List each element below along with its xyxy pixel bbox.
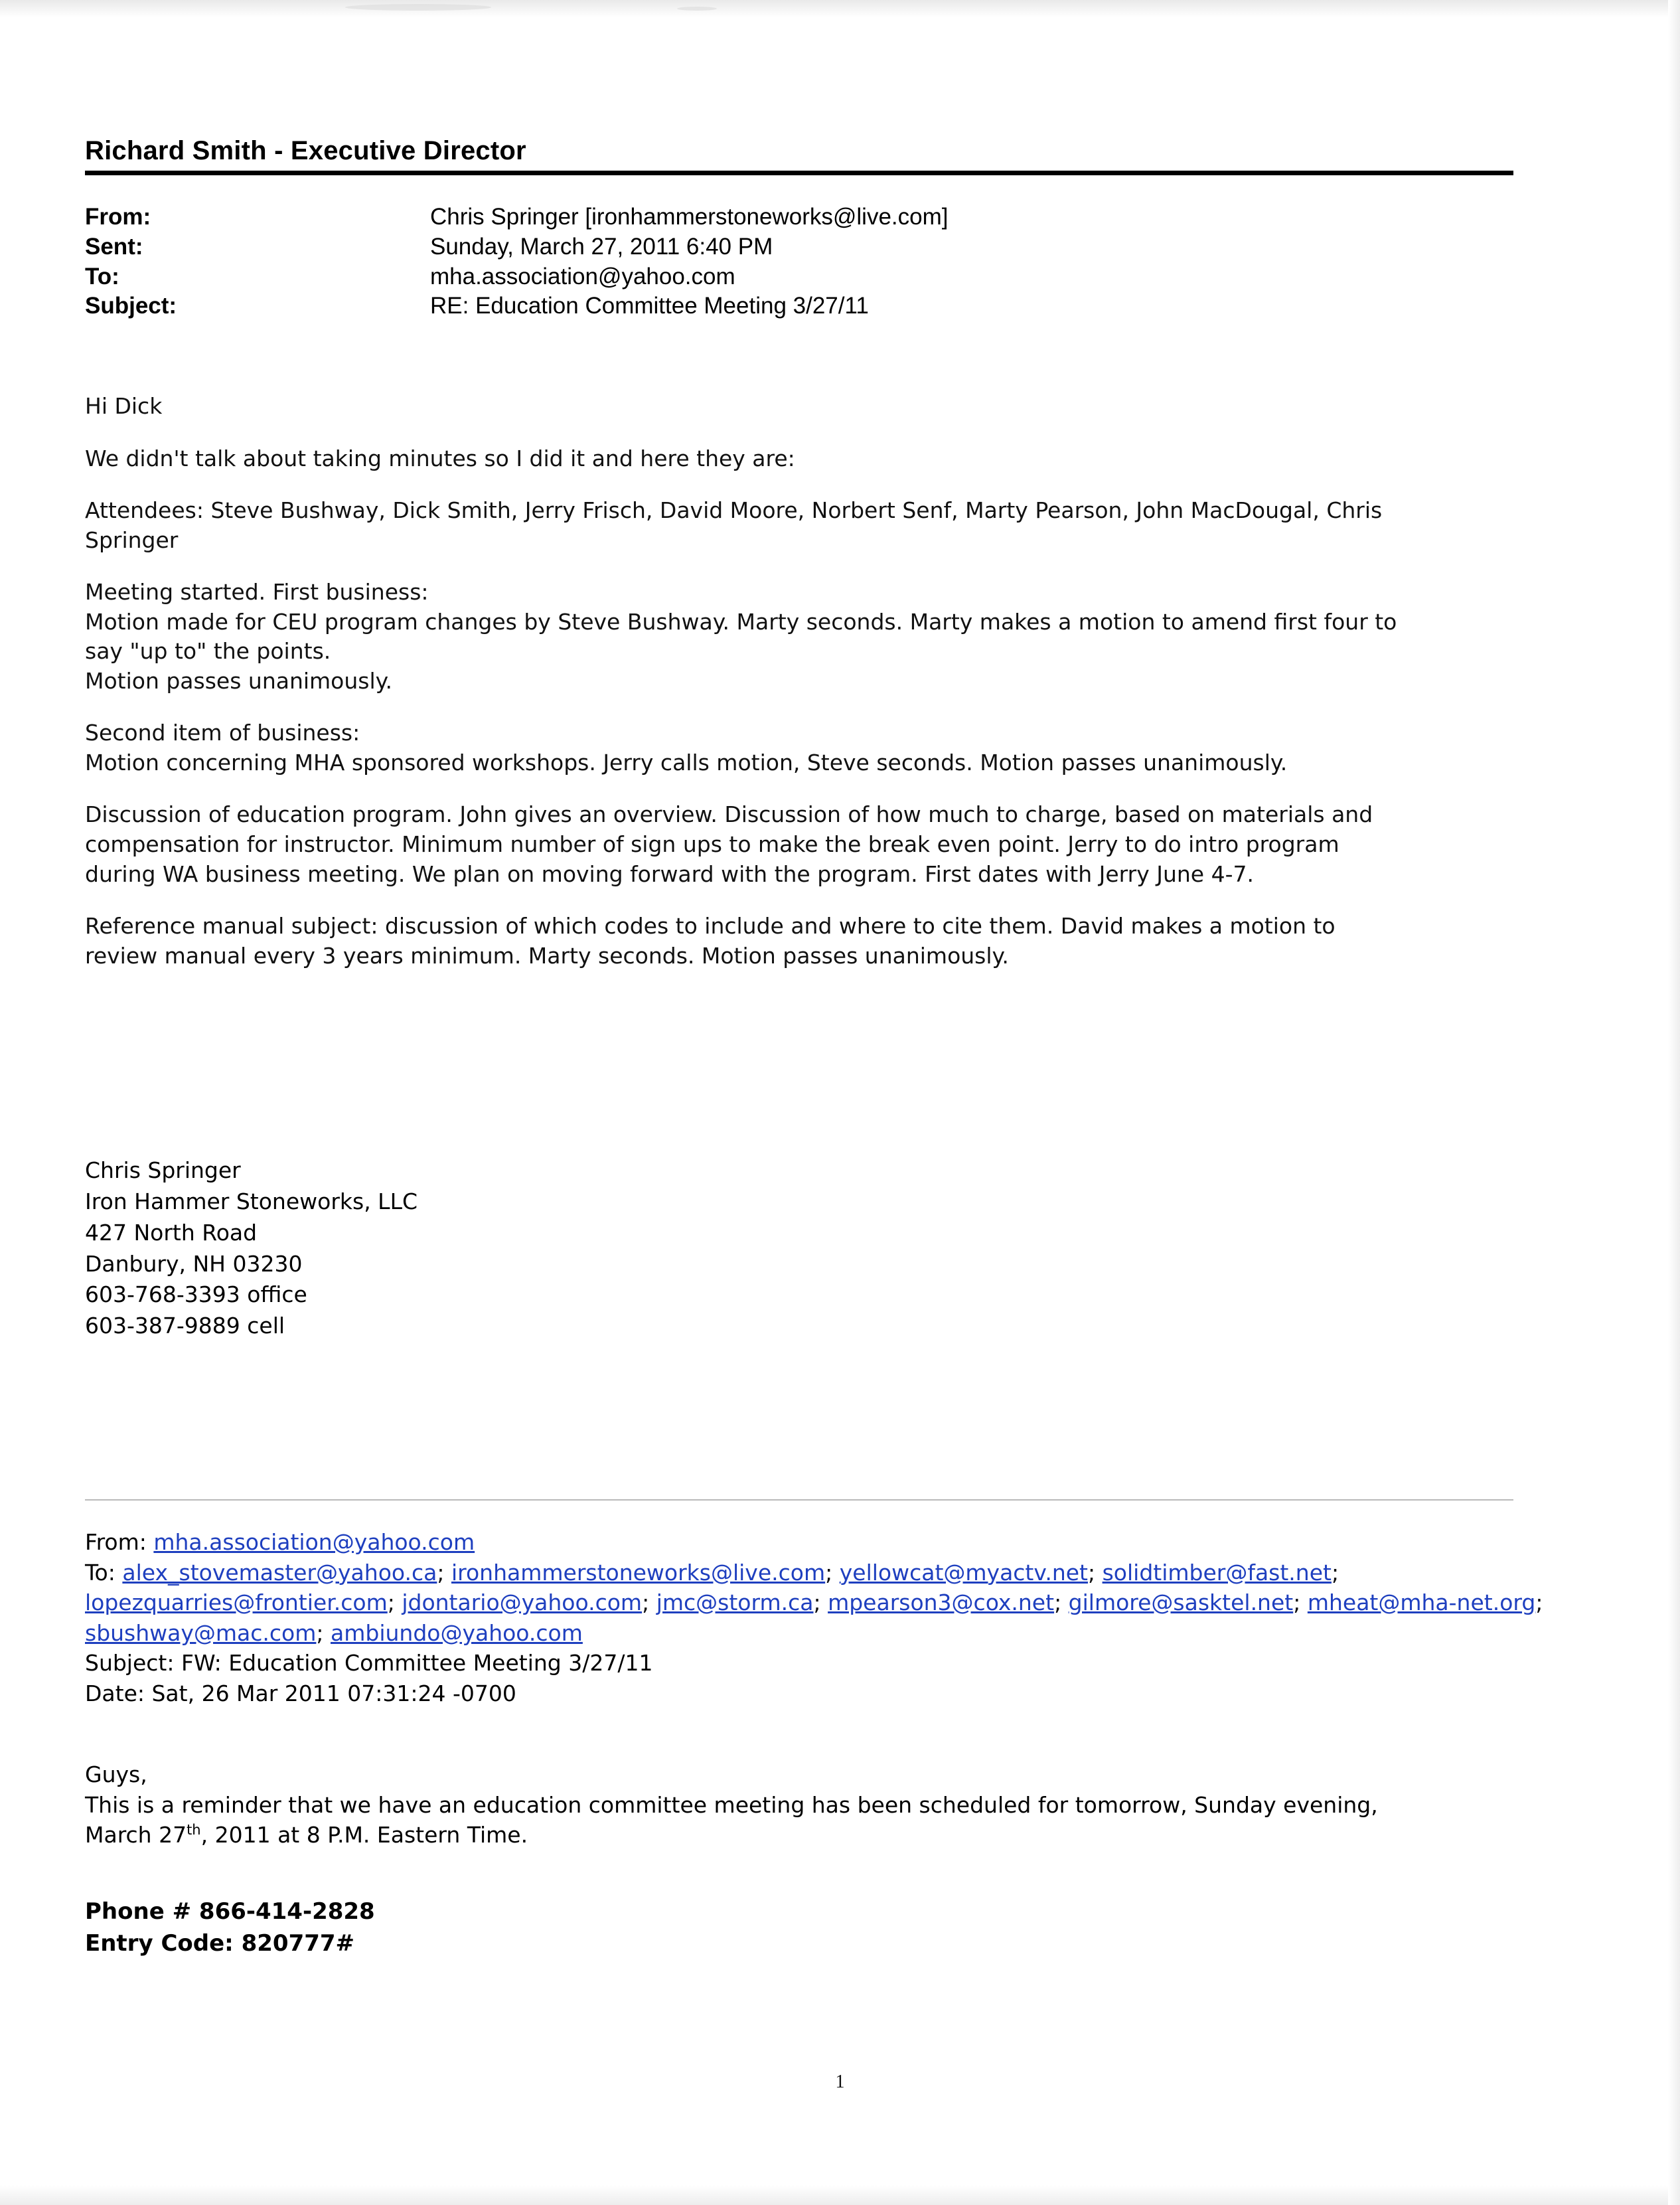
conference-call-details (85, 1896, 1014, 1960)
email-header-fields (85, 203, 1545, 321)
field-value-subject: RE: Education Committee Meeting 3/27/11 (430, 293, 869, 319)
quoted-body-date-ordinal: th (187, 1822, 201, 1838)
quoted-to-row: To: alex_stovemaster@yahoo.ca; ironhammerstoneworks@live.com; yellowcat@myactv.net; solidtimber@fast.net; lopezquarries@frontier.com; jdontario@yahoo.com; jmc@storm.ca; mpearson3@cox.net; gilmore@sasktel.net; mheat@mha-net.org; sbushway@mac.com; ambiundo@yahoo.com (85, 1559, 1543, 1646)
field-label-subject: Subject: (85, 293, 177, 319)
email-header-row-subject (85, 291, 1545, 321)
reference-line-2: review manual every 3 years minimum. Marty seconds. Motion passes unanimously. (85, 942, 1009, 969)
page-number: 1 (835, 2072, 845, 2092)
quoted-date-row: Date: Sat, 26 Mar 2011 07:31:24 -0700 (85, 1680, 516, 1706)
quoted-to-address-link-4[interactable]: solidtimber@fast.net (1102, 1559, 1332, 1586)
email-signature (85, 1155, 1147, 1342)
first-business-line-1: Motion made for CEU program changes by Steve Bushway. Marty seconds. Marty makes a motion to amend first four to (85, 608, 1397, 635)
header-rule (85, 171, 1513, 175)
email-body (85, 392, 1585, 993)
page-title: Richard Smith - Executive Director (85, 136, 526, 165)
body-first-business (85, 578, 1585, 696)
quoted-message-divider (85, 1499, 1513, 1501)
quoted-to-address-link-12[interactable]: ambiundo@yahoo.com (331, 1619, 583, 1646)
field-value-sent: Sunday, March 27, 2011 6:40 PM (430, 233, 773, 260)
quoted-subject-row: Subject: FW: Education Committee Meeting 3/27/11 (85, 1650, 653, 1676)
discussion-line-3: during WA business meeting. We plan on moving forward with the program. First dates with Jerry June 4-7. (85, 860, 1254, 887)
quoted-to-address-link-7[interactable]: jmc@storm.ca (656, 1590, 814, 1616)
attendees-line-2: Springer (85, 527, 179, 553)
quoted-to-address-link-11[interactable]: sbushway@mac.com (85, 1619, 317, 1646)
scan-artifact-top (0, 0, 1680, 17)
quoted-to-address-link-10[interactable]: mheat@mha-net.org (1307, 1590, 1536, 1616)
body-discussion (85, 800, 1585, 889)
discussion-line-2: compensation for instructor. Minimum number of sign ups to make the break even point. Jerry to do intro program (85, 831, 1339, 858)
scan-artifact-right (1668, 0, 1680, 2205)
field-value-to: mha.association@yahoo.com (430, 263, 735, 289)
quoted-body-greeting: Guys, (85, 1761, 147, 1787)
second-business-line-1: Motion concerning MHA sponsored workshops. Jerry calls motion, Steve seconds. Motion passes unanimously. (85, 749, 1288, 776)
first-business-heading: Meeting started. First business: (85, 579, 429, 606)
signature-line-city: Danbury, NH 03230 (85, 1250, 303, 1277)
quoted-to-label: To: (85, 1559, 123, 1586)
second-business-heading: Second item of business: (85, 720, 360, 746)
email-header-row-from (85, 203, 1545, 232)
quoted-body-date-pre: March 27 (85, 1822, 187, 1848)
signature-line-street: 427 North Road (85, 1219, 258, 1246)
quoted-message-header (85, 1527, 1585, 1708)
quoted-to-address-link-1[interactable]: alex_stovemaster@yahoo.ca (122, 1559, 437, 1586)
discussion-line-1: Discussion of education program. John gives an overview. Discussion of how much to charge, based on materials and (85, 801, 1373, 828)
signature-line-office-phone: 603-768-3393 office (85, 1281, 307, 1308)
conference-entry-code: Entry Code: 820777# (85, 1930, 355, 1957)
scan-artifact-smudge-secondary (677, 7, 717, 11)
quoted-body-line-1: This is a reminder that we have an education committee meeting has been scheduled for tomorrow, Sunday evening, (85, 1791, 1378, 1818)
quoted-to-address-link-9[interactable]: gilmore@sasktel.net (1068, 1590, 1294, 1616)
quoted-to-address-link-6[interactable]: jdontario@yahoo.com (402, 1590, 643, 1616)
quoted-from-label: From: (85, 1529, 154, 1555)
quoted-to-address-link-8[interactable]: mpearson3@cox.net (828, 1590, 1055, 1616)
quoted-to-address-link-2[interactable]: ironhammerstoneworks@live.com (451, 1559, 826, 1586)
email-header-row-sent (85, 232, 1545, 262)
first-business-line-2: say "up to" the points. (85, 638, 331, 665)
signature-line-company: Iron Hammer Stoneworks, LLC (85, 1188, 418, 1214)
quoted-message-body (85, 1759, 1572, 1850)
field-label-sent: Sent: (85, 233, 143, 260)
signature-line-name: Chris Springer (85, 1157, 241, 1183)
body-reference-manual (85, 912, 1585, 971)
body-intro: We didn't talk about taking minutes so I did it and here they are: (85, 445, 795, 471)
quoted-from-row (85, 1527, 1585, 1558)
field-label-from: From: (85, 204, 151, 230)
conference-phone-number: Phone # 866-414-2828 (85, 1898, 375, 1925)
signature-line-cell-phone: 603-387-9889 cell (85, 1313, 285, 1339)
quoted-to-address-link-3[interactable]: yellowcat@myactv.net (839, 1559, 1088, 1586)
scan-artifact-smudge (345, 4, 491, 11)
scan-artifact-bottom (0, 2185, 1680, 2205)
field-value-from: Chris Springer [ironhammerstoneworks@live.com] (430, 204, 949, 230)
reference-line-1: Reference manual subject: discussion of which codes to include and where to cite them. David makes a motion to (85, 913, 1336, 939)
body-attendees (85, 496, 1585, 555)
attendees-line-1: Attendees: Steve Bushway, Dick Smith, Jerry Frisch, David Moore, Norbert Senf, Marty Pearson, John MacDougal, Chris (85, 497, 1383, 524)
quoted-body-line-2 (85, 1820, 1572, 1850)
field-label-to: To: (85, 263, 119, 289)
document-header (85, 136, 1598, 175)
body-second-business (85, 718, 1585, 777)
quoted-from-address-link[interactable]: mha.association@yahoo.com (153, 1529, 475, 1555)
body-greeting: Hi Dick (85, 393, 163, 419)
quoted-body-date-post: , 2011 at 8 P.M. Eastern Time. (200, 1822, 528, 1848)
quoted-to-address-link-5[interactable]: lopezquarries@frontier.com (85, 1590, 388, 1616)
email-header-row-to (85, 262, 1545, 292)
first-business-line-3: Motion passes unanimously. (85, 667, 392, 694)
